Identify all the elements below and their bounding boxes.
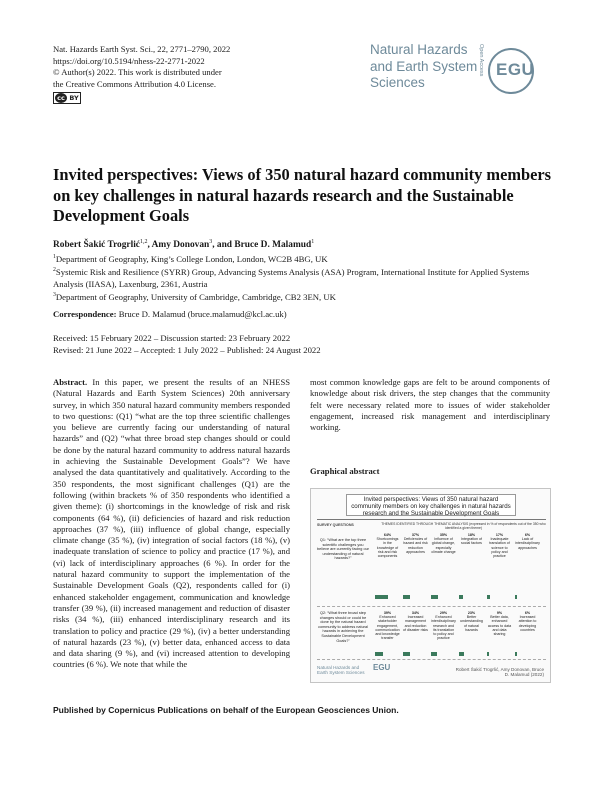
ga-theme-percent: 37% bbox=[411, 533, 420, 537]
ga-theme-percent: 6% bbox=[524, 533, 531, 537]
ga-theme-cell bbox=[403, 611, 428, 632]
ga-theme-bar bbox=[515, 595, 517, 599]
ga-theme-percent: 34% bbox=[411, 611, 420, 615]
ga-theme-text: Shortcomings in the knowledge of risk and risk components bbox=[376, 537, 399, 559]
ga-theme-text: Increased management and reduction of disaster risks bbox=[403, 615, 428, 632]
citation: Nat. Hazards Earth Syst. Sci., 22, 2771–2790, 2022 bbox=[53, 44, 231, 54]
graphical-abstract-figure bbox=[310, 488, 551, 683]
affiliation bbox=[53, 265, 553, 290]
abstract-right-column: most common knowledge gaps are felt to be around components of knowledge about risk drivers, the step changes that the community felt were necessary related more to issues of wider stakeholder engagement, increased risk management and interdisciplinary working. bbox=[310, 377, 550, 433]
ga-theme-cell bbox=[515, 611, 540, 632]
correspondence-label: Correspondence: bbox=[53, 309, 117, 319]
ga-theme-percent: 17% bbox=[495, 533, 504, 537]
affiliation-text: Systemic Risk and Resilience (SYRR) Group, Advancing Systems Analysis (ASA) Program, International Institute for Applied Systems Analysis (IIASA), Laxenburg, 2361, Austria bbox=[53, 267, 530, 289]
ga-question-1: Q1: “What are the top three scientific challenges you believe are currently facing our understanding of natural hazards?” bbox=[317, 538, 369, 561]
author-sup: 3 bbox=[209, 239, 213, 245]
ga-theme-bar bbox=[515, 652, 517, 656]
ga-theme-cell bbox=[487, 611, 512, 636]
ga-theme-text: Deficiencies of hazard and risk reduction approaches bbox=[403, 537, 428, 554]
ga-theme-cell bbox=[487, 533, 512, 558]
ga-journal-logo: Natural Hazards and Earth System Sciences bbox=[317, 665, 365, 676]
ga-egu-logo: EGU bbox=[373, 663, 391, 672]
affiliation-sup: 1 bbox=[53, 254, 56, 260]
ga-theme-bar bbox=[487, 595, 490, 599]
ga-theme-percent: 64% bbox=[383, 533, 392, 537]
ga-theme-text: Better understanding of natural hazards bbox=[460, 615, 483, 632]
affiliations bbox=[53, 252, 553, 303]
cc-badge-cc: cc bbox=[55, 93, 67, 103]
ga-question-2: Q2: “What three broad step changes should or could be done by the natural hazard community to address natural hazards in achieving the Sustainable Development Goals?” bbox=[318, 611, 368, 643]
ga-theme-cell bbox=[403, 533, 428, 554]
ga-theme-text: Inadequate translation of science to policy and practice bbox=[489, 537, 510, 559]
ga-theme-text: Integration of social factors bbox=[461, 537, 482, 546]
journal-name-line3: Sciences bbox=[370, 75, 425, 90]
ga-theme-bar bbox=[431, 595, 438, 599]
article-metadata bbox=[53, 44, 230, 104]
ga-divider bbox=[317, 606, 546, 607]
ga-theme-text: Enhanced interdisciplinary research and its translation to policy and practice bbox=[431, 615, 456, 641]
author-list: Robert Šakić Trogrlić$^{1,2}$, Amy Donovan$^3$, and Bruce D. Malamud$^1$ bbox=[53, 239, 315, 251]
license: the Creative Commons Attribution 4.0 License. bbox=[53, 78, 217, 89]
ga-theme-bar bbox=[459, 652, 464, 656]
ga-theme-cell bbox=[375, 611, 400, 640]
egu-logo-text: EGU bbox=[496, 60, 535, 79]
journal-logo bbox=[370, 42, 550, 102]
ga-theme-cell bbox=[515, 533, 540, 550]
ga-theme-bar bbox=[459, 595, 463, 599]
ga-theme-percent: 39% bbox=[383, 611, 392, 615]
ga-theme-percent: 35% bbox=[439, 533, 448, 537]
ga-theme-bar bbox=[431, 652, 437, 656]
affiliation-text: Department of Geography, University of Cambridge, Cambridge, CB2 3EN, UK bbox=[55, 291, 336, 302]
abstract-label: Abstract. bbox=[53, 377, 88, 387]
ga-theme-bar bbox=[403, 595, 410, 599]
journal-name bbox=[370, 42, 477, 92]
ga-theme-cell bbox=[375, 533, 400, 558]
correspondence-email[interactable]: Bruce D. Malamud (bruce.malamud@kcl.ac.uk) bbox=[118, 309, 287, 319]
publisher-footer: Published by Copernicus Publications on behalf of the European Geosciences Union. bbox=[53, 705, 399, 715]
cc-license-icon[interactable] bbox=[53, 92, 81, 104]
ga-authors: Robert Šakić Trogrlić, Amy Donovan, Bruce D. Malamud (2022) bbox=[455, 667, 544, 678]
affiliation bbox=[53, 252, 553, 265]
ga-title: Invited perspectives: Views of 350 natural hazard community members on key challenges in natural hazards research and the Sustainable Development Goals bbox=[346, 494, 516, 516]
author-sup: 1,2 bbox=[139, 239, 148, 245]
author-name: Amy Donovan bbox=[151, 240, 210, 251]
journal-name-line1: Natural Hazards bbox=[370, 42, 468, 57]
journal-name-line2: and Earth System bbox=[370, 58, 478, 74]
ga-theme-text: Enhanced stakeholder engagement, communication and knowledge transfer bbox=[375, 615, 400, 641]
ga-theme-text: Influence of global change, especially climate change bbox=[431, 537, 456, 554]
ga-questions-header: SURVEY QUESTIONS bbox=[317, 523, 354, 527]
ga-theme-percent: 18% bbox=[467, 533, 476, 537]
author-name: Robert Šakić Trogrlić bbox=[53, 240, 140, 251]
dates-line2: Revised: 21 June 2022 – Accepted: 1 July 2022 – Published: 24 August 2022 bbox=[53, 344, 321, 355]
ga-theme-percent: 29% bbox=[439, 611, 448, 615]
correspondence bbox=[53, 309, 287, 319]
affiliation-text: Department of Geography, King’s College London, London, WC2B 4BG, UK bbox=[55, 253, 328, 264]
copyright: © Author(s) 2022. This work is distributed under bbox=[53, 67, 222, 78]
ga-divider bbox=[317, 659, 546, 660]
ga-theme-text: Lack of interdisciplinary approaches bbox=[515, 537, 540, 550]
ga-theme-text: Better data, enhanced access to data and data sharing bbox=[487, 615, 512, 637]
ga-theme-percent: 9% bbox=[496, 611, 503, 615]
affiliation-sup: 3 bbox=[53, 292, 56, 298]
ga-theme-cell bbox=[431, 533, 456, 554]
affiliation bbox=[53, 290, 553, 303]
abstract-text: In this paper, we present the results of an NHESS (Natural Hazards and Earth System Sciences) 20th anniversary survey, in which 350 natural hazard community members responded to two questions: (Q1) “what are the top three scientific challenges you believe are currently facing our understanding of natural hazards” and (Q2) “what three broad step changes should or could be done by the natural hazard community to address natural hazards in achieving the Sustainable Development Goals”? We have analysed the data quantitatively and qualitatively. According to the 350 respondents, the most significant challenges (Q1) are the following (within brackets % of 350 respondents who identified a given theme): (i) shortcomings in the knowledge of risk and risk components (64 %), (ii) deficiencies of hazard and risk reduction approaches (37 %), (iii) influence of global change, especially climate change (35 %), (iv) integration of social factors (18 %), (v) inadequate translation of science to policy and practice (17 %), and (vi) lack of interdisciplinary approaches (6 %). In order for the natural hazard community to support the implementation of the Sustainable Development Goals (Q2), respondents called for (i) enhanced stakeholder engagement, communication and knowledge transfer (39 %), (ii) increased management and reduction of disaster risks (34 %), (iii) enhanced interdisciplinary research and its translation to policy and practice (29 %), (iv) a better understanding of natural hazards (23 %), (v) better data, enhanced access to data and data sharing (9 %), and (vi) increased attention to developing countries (6 %). We note that while the bbox=[53, 377, 290, 670]
article-title: Invited perspectives: Views of 350 natural hazard community members on key challenges in natural hazards research and the Sustainable Development Goals bbox=[53, 165, 552, 225]
dates-line1: Received: 15 February 2022 – Discussion started: 23 February 2022 bbox=[53, 333, 291, 343]
ga-theme-text: Increased attention to developing countries bbox=[518, 615, 537, 632]
ga-theme-cell bbox=[459, 611, 484, 632]
author-sup: 1 bbox=[311, 239, 315, 245]
cc-badge-by: BY bbox=[69, 94, 79, 103]
ga-themes-header: THEMES IDENTIFIED THROUGH THEMATIC ANALYSIS (expressed in % of respondents out of the 350 who identified a given theme) bbox=[381, 522, 546, 530]
article-dates bbox=[53, 333, 321, 356]
abstract-left-column bbox=[53, 377, 290, 671]
ga-theme-cell bbox=[431, 611, 456, 640]
ga-theme-percent: 23% bbox=[467, 611, 476, 615]
ga-theme-bar bbox=[375, 652, 383, 656]
ga-theme-percent: 6% bbox=[524, 611, 531, 615]
affiliation-sup: 2 bbox=[53, 267, 56, 274]
open-access-label: Open Access bbox=[478, 44, 484, 77]
graphical-abstract-heading: Graphical abstract bbox=[310, 466, 380, 476]
ga-theme-bar bbox=[403, 652, 410, 656]
author-name: Bruce D. Malamud bbox=[234, 240, 312, 251]
doi-link[interactable]: https://doi.org/10.5194/nhess-22-2771-2022 bbox=[53, 55, 205, 66]
ga-theme-bar bbox=[487, 652, 489, 656]
ga-theme-cell bbox=[459, 533, 484, 546]
ga-theme-bar bbox=[375, 595, 388, 599]
